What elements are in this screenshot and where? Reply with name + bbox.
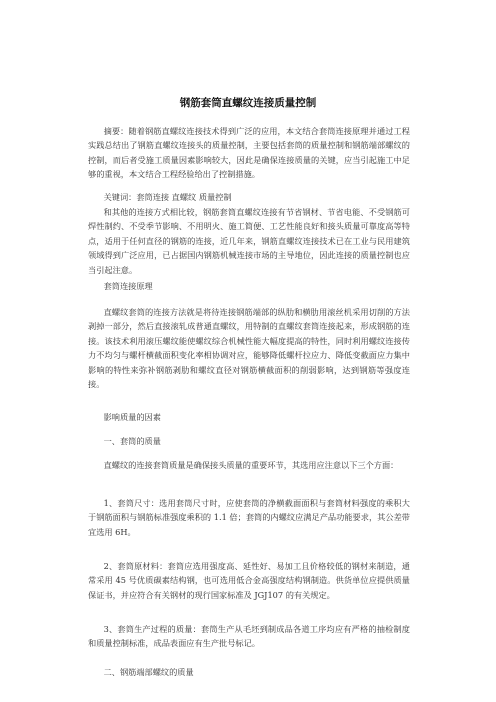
list-item-sleeve-production: 3、套筒生产过程的质量：套筒生产从毛坯到制成品各道工序均应有严格的抽检制度和质量控制标准，成品表面应有生产批号标记。	[88, 624, 410, 649]
keywords-line: 关键词：套筒连接 直螺纹 质量控制	[103, 192, 232, 202]
subsection-heading-thread: 二、钢筋端部螺纹的质量	[103, 667, 194, 677]
section-heading-factors: 影响质量的因素	[103, 412, 161, 422]
principle-paragraph: 直螺纹套筒的连接方法就是将待连接钢筋端部的纵肋和横肋用滚丝机采用切削的方法剥掉一部分，然后直接滚轧成普通直螺纹，用特制的直螺纹套筒连接起来，形成钢筋的连接。该技术利用滚压螺纹能使螺纹综合机械性能大幅度提高的特性，同时利用螺纹连接传力不均匀与螺杆横截面积变化率相协调对应，能够降低螺杆拉应力、降低变截面应力集中影响的特性来弥补钢筋剥肋和螺纹直径对钢筋横截面积的削弱影响，达到钢筋等强度连接。	[88, 307, 410, 390]
subsection-heading-sleeve: 一、套筒的质量	[103, 436, 161, 446]
abstract-paragraph: 摘要：随着钢筋直螺纹连接技术得到广泛的应用，本文结合套筒连接原理并通过工程实践总结出了钢筋直螺纹连接头的质量控制，主要包括套筒的质量控制和钢筋端部螺纹的控制，而后者受施工质量因素影响较大，因此是确保连接质量的关键，应当引起施工中足够的重视，本文结合工程经验给出了控制措施。	[88, 126, 410, 180]
list-item-sleeve-size: 1、套筒尺寸：选用套筒尺寸时，应使套筒的净横截面面积与套筒材料强度的乘积大于钢筋面积与钢筋标准强度乘积的 1.1 倍；套筒的内螺纹应满足产品功能要求，其公差带宜选用 6H。	[88, 498, 410, 537]
list-item-sleeve-material: 2、套筒原材料：套筒应选用强度高、延性好、易加工且价格较低的钢材来制造，通常采用 45 号优质碳素结构钢，也可选用低合金高强度结构钢制造。供货单位应提供质量保证书，并应符合有关钢材的现行国家标准及 JGJ107 的有关规定。	[88, 561, 410, 600]
page-title: 钢筋套筒直螺纹连接质量控制	[179, 97, 317, 109]
section-heading-principle: 套筒连接原理	[103, 281, 153, 291]
intro-paragraph: 和其他的连接方式相比较，钢筋套筒直螺纹连接有节省钢材、节省电能、不受钢筋可焊性制约、不受季节影响、不用明火、施工简便、工艺性能良好和接头质量可靠度高等特点，适用于任何直径的钢筋的连接，近几年来，钢筋直螺纹连接技术已在工业与民用建筑领域得到广泛应用，已占据国内钢筋机械连接市场的主导地位，因此连接的质量控制也应当引起注意。	[88, 207, 410, 275]
sleeve-intro-paragraph: 直螺纹的连接套筒质量是确保接头质量的重要环节，其选用应注意以下三个方面：	[103, 460, 399, 470]
